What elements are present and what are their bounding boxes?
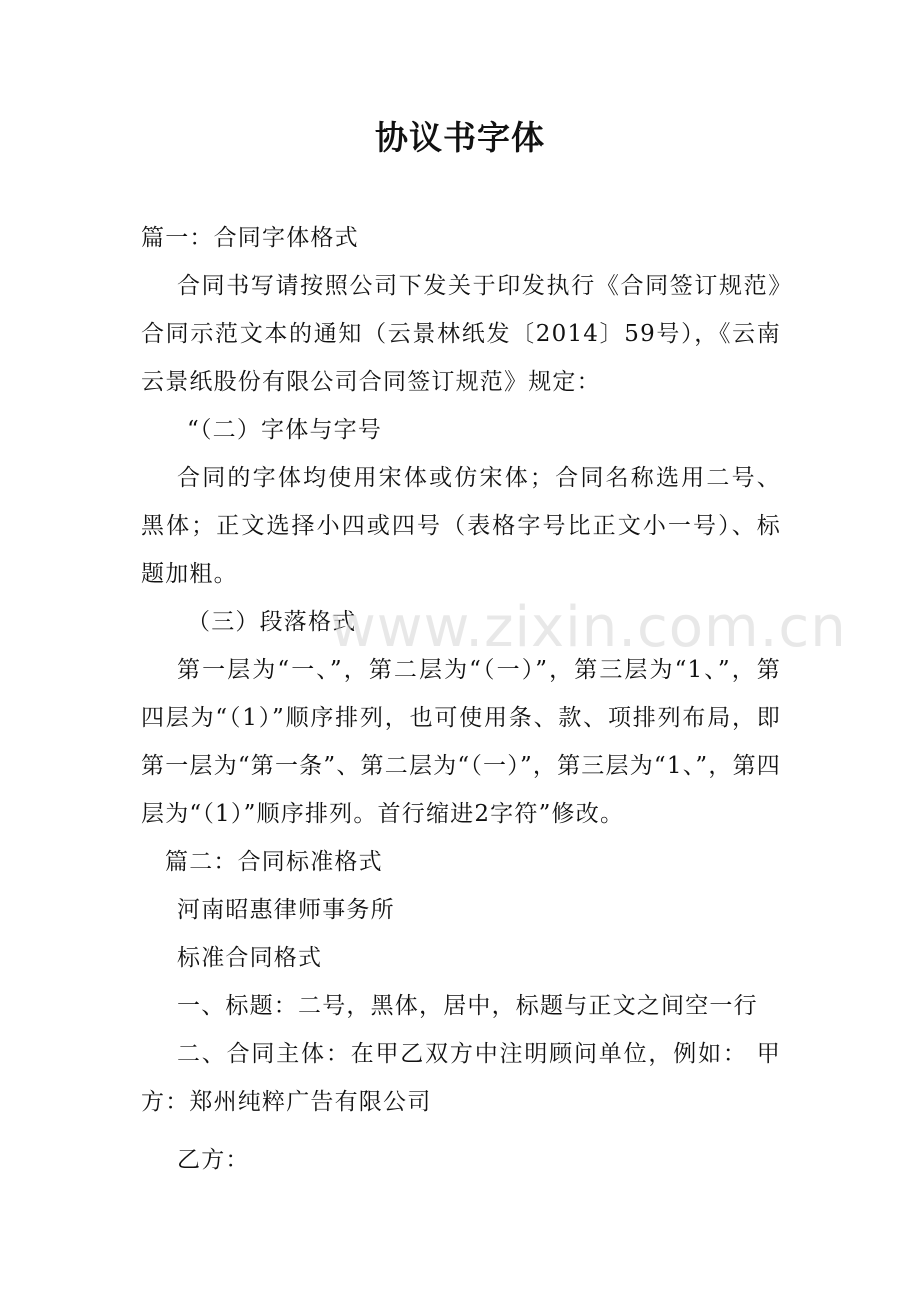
document-body (141, 214, 781, 1184)
section-heading-1: 篇一：合同字体格式 (141, 225, 359, 251)
section-heading-2: 篇二：合同标准格式 (165, 849, 383, 875)
rule-title: 一、标题：二号，黑体，居中，标题与正文之间空一行 (177, 993, 758, 1019)
paragraph-contract-notice: 合同书写请按照公司下发关于印发执行《合同签订规范》合同示范文本的通知（云景林纸发〔2014〕59号），《云南云景纸股份有限公司合同签订规范》规定： (141, 273, 781, 395)
paragraph-font-rules: 合同的字体均使用宋体或仿宋体；合同名称选用二号、黑体；正文选择小四或四号（表格字号比正文小一号）、标题加粗。 (141, 465, 781, 587)
paragraph-level-order: 第一层为“一、”，第二层为“（一）”，第三层为“1、”，第四层为“（1）”顺序排列，也可使用条、款、项排列布局，即第一层为“第一条”、第二层为“（一）”，第三层为“1、”，第四层为“（1）”顺序排列。首行缩进2字符”修改。 (141, 657, 781, 827)
document-title: 协议书字体 (375, 118, 545, 157)
rule-contract-parties: 二、合同主体：在甲乙双方中注明顾问单位，例如： 甲方：郑州纯粹广告有限公司 (141, 1041, 781, 1115)
party-b-label: 乙方： (177, 1147, 250, 1173)
law-firm-name: 河南昭惠律师事务所 (177, 897, 395, 923)
subheading-paragraph-format: （三）段落格式 (187, 609, 357, 635)
watermark: www.zixin.com.cn (330, 595, 847, 660)
subheading-font-size: “（二）字体与字号 (187, 417, 383, 443)
standard-contract-format: 标准合同格式 (177, 945, 323, 971)
